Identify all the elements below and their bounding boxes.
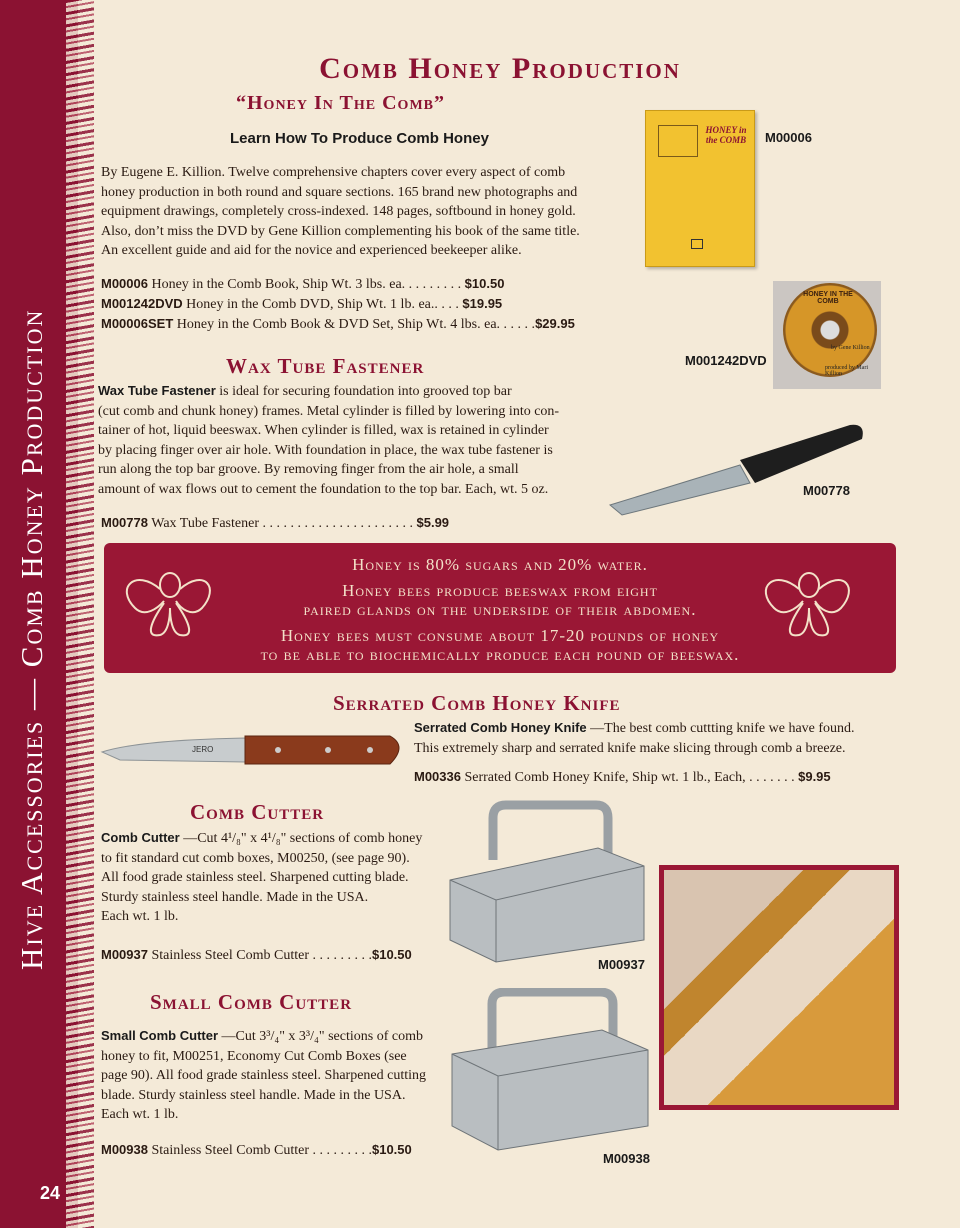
wax-tube-metal-cylinder — [610, 465, 750, 515]
dvd-title: HONEY IN THE COMB — [803, 291, 853, 305]
banner-line: Honey bees produce beeswax from eight — [342, 581, 658, 600]
desc-line: equipment drawings, completely cross-indexed. 148 pages, softbound in honey gold. — [101, 204, 576, 219]
honey-facts-banner — [104, 543, 896, 673]
book-cover-title: HONEY in the COMB — [705, 125, 747, 145]
honey-comb-heading: “Honey In The Comb” — [236, 92, 445, 114]
knife-heading: Serrated Comb Honey Knife — [333, 691, 621, 715]
banner-line: to be able to biochemically produce each pound of beeswax. — [260, 645, 740, 664]
price-item: M00778 Wax Tube Fastener . . . . . . . . . . . . . . . . . . . . . . $5.99 — [101, 515, 450, 531]
desc-line: Comb Cutter —Cut 4¹/₈" x 4¹/₈" sections of comb honey — [101, 830, 423, 846]
desc-line: honey to fit, M00251, Economy Cut Comb Boxes (see — [101, 1048, 407, 1064]
page-title: Comb Honey Production — [319, 52, 681, 85]
knife-description — [414, 718, 884, 758]
knife-brand: JERO — [192, 745, 214, 754]
desc-line: by placing finger over air hole. With foundation in place, the wax tube fastener is — [98, 442, 553, 458]
banner-line: paired glands on the underside of their abdomen. — [303, 600, 697, 619]
dvd-code-label: M001242DVD — [685, 353, 767, 368]
sidebar-decorative-edge — [66, 0, 94, 1228]
banner-line: Honey bees must consume about 17-20 pounds of honey — [280, 626, 720, 645]
desc-line: All food grade stainless steel. Sharpened cutting blade. — [101, 870, 409, 885]
knife-blade — [102, 738, 245, 762]
desc-line: page 90). All food grade stainless steel. Sharpened cutting — [101, 1068, 427, 1083]
comb-cutter-code-label: M00937 — [598, 957, 645, 972]
wax-tube-code-label: M00778 — [803, 483, 850, 498]
desc-line: This extremely sharp and serrated knife make slicing through comb a breeze. — [414, 740, 846, 756]
comb-cutter-description — [101, 828, 441, 927]
dvd-by: by Gene Killion — [831, 345, 870, 351]
page-number: 24 — [40, 1183, 61, 1203]
wax-tube-description — [98, 381, 584, 499]
comb-cutter-image — [448, 800, 648, 968]
dvd-producer: produced by Mari Killion — [825, 365, 868, 377]
desc-line: Serrated Comb Honey Knife —The best comb cuttting knife we have found. — [414, 720, 855, 736]
wax-tube-fastener-image — [600, 405, 870, 520]
publisher-logo-icon — [691, 239, 703, 249]
comb-cutting-photo — [659, 865, 899, 1110]
desc-line: Wax Tube Fastener is ideal for securing foundation into grooved top bar — [98, 383, 512, 399]
small-comb-cutter-image — [450, 988, 650, 1158]
book-code-label: M00006 — [765, 130, 812, 145]
desc-line: Each wt. 1 lb. — [101, 909, 179, 924]
desc-line: (cut comb and chunk honey) frames. Metal cylinder is filled by lowering into con- — [98, 403, 560, 419]
honey-comb-price-list — [101, 274, 575, 334]
desc-line: to fit standard cut comb boxes, M00250, (see page 90). — [101, 850, 410, 866]
desc-line: blade. Sturdy stainless steel handle. Made in the USA. — [101, 1087, 406, 1103]
desc-line: tainer of hot, liquid beeswax. When cylinder is filled, wax is retained in cylinder — [98, 423, 549, 438]
desc-line: Sturdy stainless steel handle. Made in the USA. — [101, 889, 369, 905]
price-item: M00006SET Honey in the Comb Book & DVD Set, Ship Wt. 4 lbs. ea. . . . . .$29.95 — [101, 316, 575, 332]
sidebar-section-title: Hive Accessories — Comb Honey Production — [14, 308, 49, 970]
dvd-image — [773, 281, 881, 389]
book-cover-image — [645, 110, 755, 267]
desc-line: amount of wax flows out to cement the foundation to the top bar. Each, wt. 5 oz. — [98, 481, 549, 497]
honey-comb-subheading: Learn How To Produce Comb Honey — [230, 130, 489, 147]
book-illustration — [658, 125, 698, 157]
desc-line: Each wt. 1 lb. — [101, 1107, 179, 1122]
desc-line: An excellent guide and aid for the novice and experienced beekeeper alike. — [101, 243, 522, 258]
photo-content — [664, 870, 894, 1105]
comb-cutter-heading: Comb Cutter — [190, 800, 325, 824]
small-comb-cutter-description — [101, 1026, 441, 1125]
wax-tube-heading: Wax Tube Fastener — [226, 354, 425, 378]
desc-line: Also, don’t miss the DVD by Gene Killion complementing his book of the same title. — [101, 223, 580, 239]
price-item: M001242DVD Honey in the Comb DVD, Ship Wt. 1 lb. ea.. . . . $19.95 — [101, 296, 503, 312]
knife-handle — [245, 736, 399, 764]
price-item: M00336 Serrated Comb Honey Knife, Ship wt. 1 lb., Each, . . . . . . . $9.95 — [414, 769, 831, 785]
desc-line: honey production in both round and square sections. 165 brand new photographs and — [101, 184, 578, 200]
desc-line: By Eugene E. Killion. Twelve comprehensive chapters cover every aspect of comb — [101, 165, 566, 180]
small-comb-cutter-heading: Small Comb Cutter — [150, 990, 353, 1014]
small-comb-cutter-code-label: M00938 — [603, 1151, 650, 1166]
serrated-knife-image — [100, 730, 410, 770]
price-item: M00006 Honey in the Comb Book, Ship Wt. 3 lbs. ea. . . . . . . . . $10.50 — [101, 276, 505, 292]
desc-line: Small Comb Cutter —Cut 3³/₄" x 3³/₄" sections of comb — [101, 1028, 423, 1044]
price-item: M00937 Stainless Steel Comb Cutter . . . . . . . . .$10.50 — [101, 947, 412, 963]
desc-line: run along the top bar groove. By removing finger from the air hole, a small — [98, 462, 519, 477]
banner-line: Honey is 80% sugars and 20% water. — [352, 555, 648, 574]
honey-comb-description — [101, 163, 623, 261]
wax-tube-handle — [740, 425, 863, 483]
price-item: M00938 Stainless Steel Comb Cutter . . . . . . . . .$10.50 — [101, 1142, 412, 1158]
